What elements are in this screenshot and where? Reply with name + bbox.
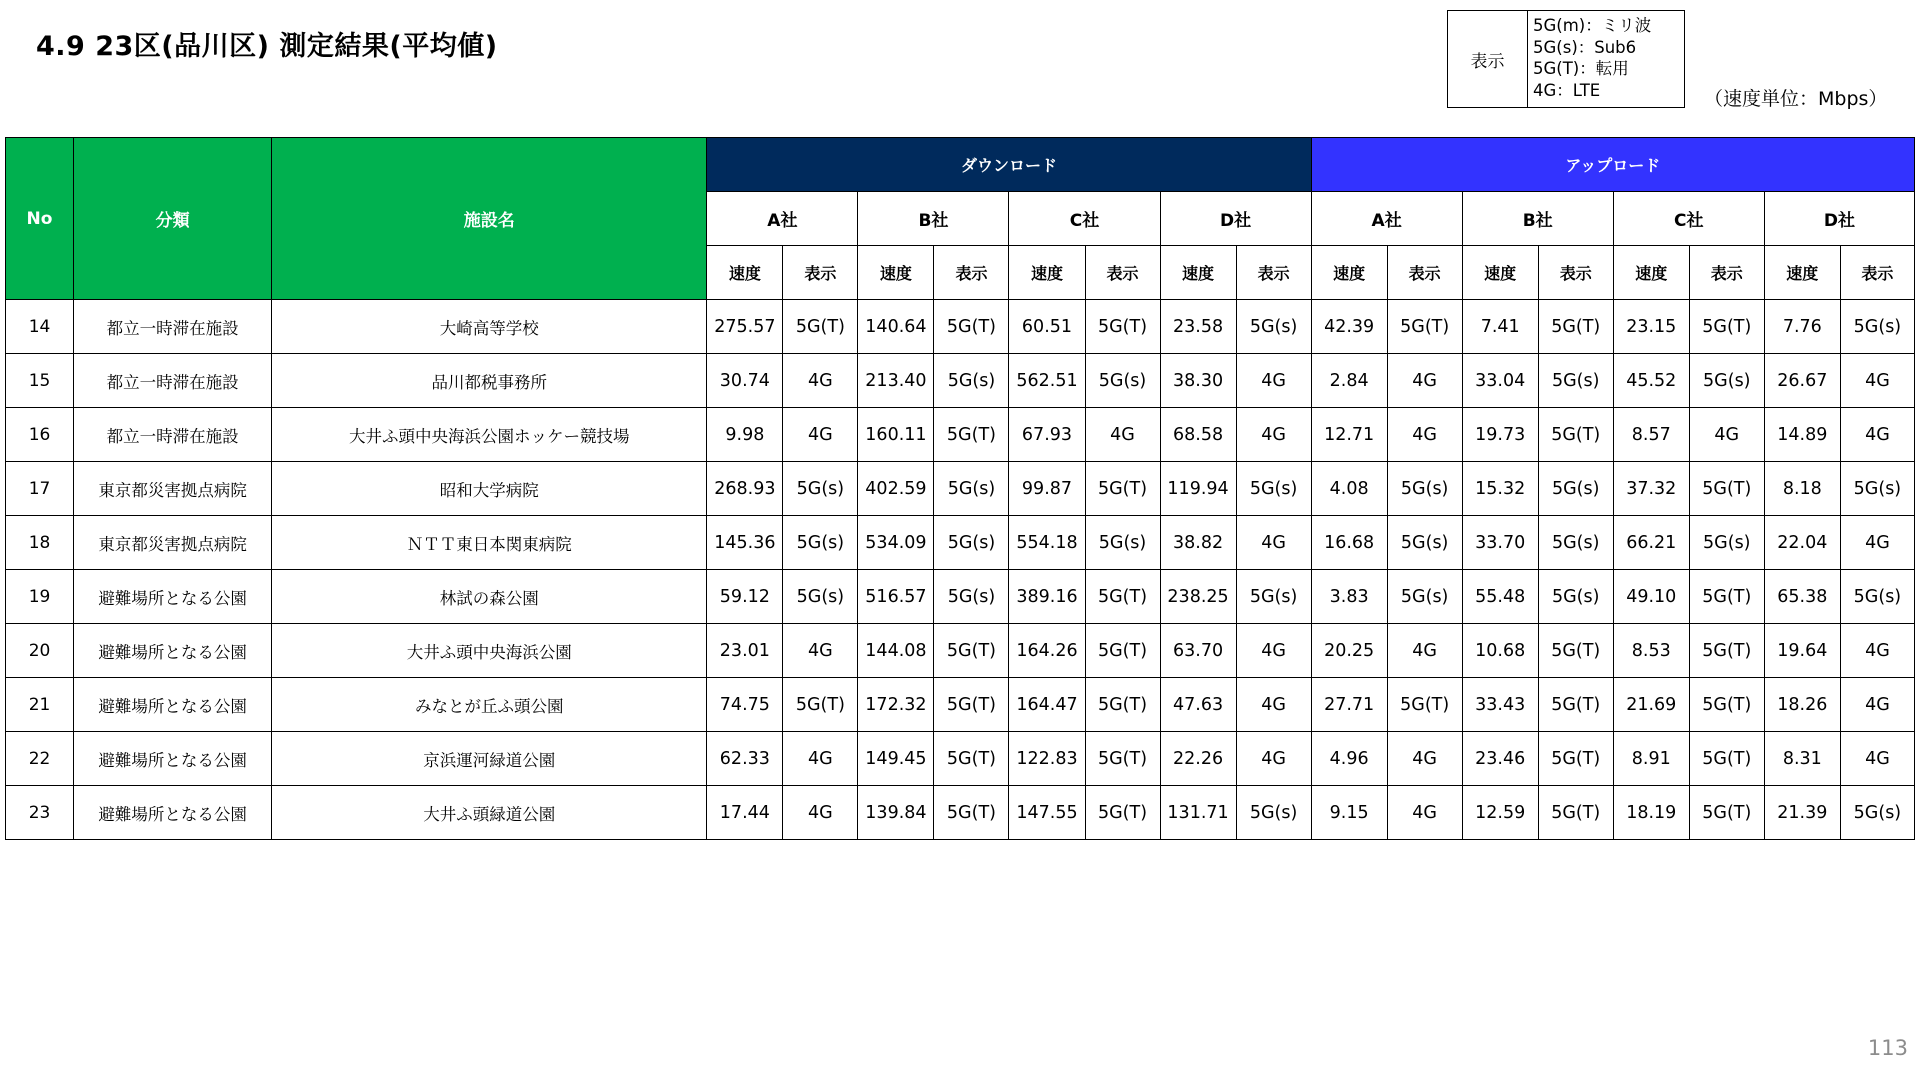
cell-display: 4G	[1840, 732, 1914, 786]
cell-speed: 19.64	[1764, 624, 1840, 678]
cell-speed: 268.93	[707, 462, 783, 516]
cell-speed: 2.84	[1311, 354, 1387, 408]
header-speed: 速度	[858, 246, 934, 300]
cell-display: 5G(s)	[1689, 354, 1764, 408]
cell-speed: 145.36	[707, 516, 783, 570]
cell-display: 4G	[1387, 408, 1462, 462]
cell-display: 4G	[1840, 624, 1914, 678]
cell-display: 5G(T)	[1689, 570, 1764, 624]
cell-category: 東京都災害拠点病院	[74, 516, 272, 570]
cell-facility: 大井ふ頭中央海浜公園	[272, 624, 707, 678]
header-speed: 速度	[1613, 246, 1689, 300]
cell-speed: 164.26	[1009, 624, 1085, 678]
cell-speed: 149.45	[858, 732, 934, 786]
cell-speed: 275.57	[707, 300, 783, 354]
header-upload-company-a: A社	[1311, 192, 1462, 246]
cell-speed: 16.68	[1311, 516, 1387, 570]
header-upload-company-b: B社	[1462, 192, 1613, 246]
legend-items	[1528, 11, 1684, 107]
cell-speed: 131.71	[1160, 786, 1236, 840]
legend-item-sub6: 5G(s)：Sub6	[1533, 37, 1637, 57]
cell-speed: 20.25	[1311, 624, 1387, 678]
cell-facility: 昭和大学病院	[272, 462, 707, 516]
cell-speed: 164.47	[1009, 678, 1085, 732]
cell-speed: 17.44	[707, 786, 783, 840]
cell-display: 5G(T)	[1085, 624, 1160, 678]
cell-speed: 8.91	[1613, 732, 1689, 786]
cell-display: 5G(s)	[1387, 462, 1462, 516]
cell-display: 5G(T)	[934, 624, 1009, 678]
cell-no: 15	[6, 354, 74, 408]
cell-display: 4G	[1236, 516, 1311, 570]
cell-category: 東京都災害拠点病院	[74, 462, 272, 516]
header-display: 表示	[1538, 246, 1613, 300]
cell-display: 5G(T)	[1538, 786, 1613, 840]
cell-speed: 45.52	[1613, 354, 1689, 408]
table-row	[6, 408, 1915, 462]
header-category: 分類	[74, 138, 272, 300]
cell-facility: 大井ふ頭中央海浜公園ホッケー競技場	[272, 408, 707, 462]
cell-display: 5G(T)	[1689, 678, 1764, 732]
cell-speed: 23.46	[1462, 732, 1538, 786]
cell-speed: 534.09	[858, 516, 934, 570]
header-display: 表示	[1840, 246, 1914, 300]
cell-display: 5G(T)	[1538, 624, 1613, 678]
header-speed: 速度	[1160, 246, 1236, 300]
cell-display: 5G(s)	[1840, 570, 1914, 624]
table-row	[6, 732, 1915, 786]
cell-facility: 大井ふ頭緑道公園	[272, 786, 707, 840]
cell-display: 5G(s)	[783, 462, 858, 516]
cell-display: 5G(T)	[1689, 786, 1764, 840]
cell-speed: 22.04	[1764, 516, 1840, 570]
cell-speed: 21.39	[1764, 786, 1840, 840]
cell-no: 17	[6, 462, 74, 516]
cell-display: 4G	[1840, 354, 1914, 408]
cell-speed: 9.98	[707, 408, 783, 462]
table-row	[6, 570, 1915, 624]
cell-speed: 59.12	[707, 570, 783, 624]
cell-display: 5G(T)	[1538, 408, 1613, 462]
speed-unit-note: （速度単位：Mbps）	[1704, 88, 1888, 110]
cell-speed: 213.40	[858, 354, 934, 408]
cell-speed: 33.04	[1462, 354, 1538, 408]
header-speed: 速度	[1462, 246, 1538, 300]
cell-display: 5G(T)	[1689, 300, 1764, 354]
cell-display: 4G	[783, 732, 858, 786]
cell-display: 4G	[1236, 354, 1311, 408]
cell-display: 5G(s)	[783, 570, 858, 624]
cell-speed: 14.89	[1764, 408, 1840, 462]
legend-label: 表示	[1448, 11, 1528, 107]
measurement-table	[5, 137, 1915, 840]
cell-display: 5G(T)	[1538, 678, 1613, 732]
legend-item-lte: 4G：LTE	[1533, 80, 1601, 100]
display-legend	[1447, 10, 1685, 108]
header-download-company-a: A社	[707, 192, 858, 246]
cell-speed: 99.87	[1009, 462, 1085, 516]
cell-speed: 15.32	[1462, 462, 1538, 516]
cell-category: 避難場所となる公園	[74, 786, 272, 840]
cell-speed: 160.11	[858, 408, 934, 462]
cell-facility: 品川都税事務所	[272, 354, 707, 408]
cell-display: 5G(s)	[1840, 300, 1914, 354]
cell-display: 5G(s)	[1387, 570, 1462, 624]
cell-display: 5G(T)	[1085, 678, 1160, 732]
cell-category: 避難場所となる公園	[74, 732, 272, 786]
header-display: 表示	[783, 246, 858, 300]
cell-display: 5G(T)	[1689, 624, 1764, 678]
cell-display: 5G(s)	[1538, 354, 1613, 408]
table-row	[6, 462, 1915, 516]
cell-display: 5G(T)	[1085, 300, 1160, 354]
cell-display: 5G(s)	[934, 354, 1009, 408]
page-number: 113	[1867, 1036, 1908, 1060]
table-row	[6, 786, 1915, 840]
cell-category: 都立一時滞在施設	[74, 408, 272, 462]
cell-display: 5G(T)	[1085, 462, 1160, 516]
cell-category: 避難場所となる公園	[74, 624, 272, 678]
header-no: No	[6, 138, 74, 300]
cell-speed: 10.68	[1462, 624, 1538, 678]
cell-display: 5G(s)	[1236, 462, 1311, 516]
cell-speed: 37.32	[1613, 462, 1689, 516]
cell-no: 19	[6, 570, 74, 624]
cell-display: 4G	[1387, 786, 1462, 840]
cell-facility: 大崎高等学校	[272, 300, 707, 354]
cell-speed: 63.70	[1160, 624, 1236, 678]
cell-facility: ＮＴＴ東日本関東病院	[272, 516, 707, 570]
cell-display: 5G(s)	[783, 516, 858, 570]
table-row	[6, 516, 1915, 570]
cell-speed: 238.25	[1160, 570, 1236, 624]
cell-speed: 8.53	[1613, 624, 1689, 678]
cell-display: 5G(T)	[1085, 786, 1160, 840]
cell-speed: 68.58	[1160, 408, 1236, 462]
cell-speed: 8.18	[1764, 462, 1840, 516]
cell-speed: 23.01	[707, 624, 783, 678]
cell-speed: 33.70	[1462, 516, 1538, 570]
cell-display: 5G(s)	[1840, 462, 1914, 516]
cell-category: 避難場所となる公園	[74, 570, 272, 624]
cell-speed: 562.51	[1009, 354, 1085, 408]
cell-speed: 42.39	[1311, 300, 1387, 354]
cell-no: 14	[6, 300, 74, 354]
cell-speed: 38.30	[1160, 354, 1236, 408]
cell-display: 5G(s)	[934, 570, 1009, 624]
cell-speed: 66.21	[1613, 516, 1689, 570]
cell-speed: 60.51	[1009, 300, 1085, 354]
cell-speed: 8.31	[1764, 732, 1840, 786]
cell-display: 5G(s)	[1689, 516, 1764, 570]
cell-display: 4G	[1840, 678, 1914, 732]
cell-no: 20	[6, 624, 74, 678]
cell-display: 5G(T)	[934, 300, 1009, 354]
cell-display: 5G(s)	[1085, 516, 1160, 570]
cell-speed: 9.15	[1311, 786, 1387, 840]
header-upload-company-d: D社	[1764, 192, 1914, 246]
cell-display: 4G	[1689, 408, 1764, 462]
cell-speed: 4.08	[1311, 462, 1387, 516]
cell-speed: 144.08	[858, 624, 934, 678]
legend-item-converted: 5G(T)：転用	[1533, 59, 1629, 78]
cell-display: 5G(T)	[1689, 732, 1764, 786]
cell-speed: 19.73	[1462, 408, 1538, 462]
cell-speed: 62.33	[707, 732, 783, 786]
cell-display: 5G(T)	[1387, 300, 1462, 354]
cell-speed: 26.67	[1764, 354, 1840, 408]
cell-facility: みなとが丘ふ頭公園	[272, 678, 707, 732]
header-facility: 施設名	[272, 138, 707, 300]
cell-display: 5G(s)	[1236, 570, 1311, 624]
cell-display: 4G	[783, 354, 858, 408]
cell-display: 5G(T)	[1538, 732, 1613, 786]
cell-speed: 55.48	[1462, 570, 1538, 624]
cell-speed: 74.75	[707, 678, 783, 732]
cell-display: 5G(T)	[934, 732, 1009, 786]
cell-display: 4G	[1236, 732, 1311, 786]
cell-display: 5G(T)	[1085, 732, 1160, 786]
cell-display: 5G(s)	[1538, 570, 1613, 624]
cell-speed: 7.76	[1764, 300, 1840, 354]
cell-display: 5G(s)	[1236, 300, 1311, 354]
cell-speed: 516.57	[858, 570, 934, 624]
cell-speed: 49.10	[1613, 570, 1689, 624]
cell-speed: 27.71	[1311, 678, 1387, 732]
cell-speed: 139.84	[858, 786, 934, 840]
cell-display: 4G	[783, 786, 858, 840]
legend-item-mmwave: 5G(m)：ミリ波	[1533, 16, 1652, 35]
cell-speed: 8.57	[1613, 408, 1689, 462]
cell-display: 5G(T)	[934, 408, 1009, 462]
header-display: 表示	[1085, 246, 1160, 300]
cell-speed: 554.18	[1009, 516, 1085, 570]
cell-speed: 38.82	[1160, 516, 1236, 570]
cell-display: 5G(T)	[1387, 678, 1462, 732]
cell-speed: 122.83	[1009, 732, 1085, 786]
header-display: 表示	[1387, 246, 1462, 300]
cell-display: 5G(s)	[1085, 354, 1160, 408]
cell-speed: 140.64	[858, 300, 934, 354]
cell-display: 4G	[1840, 408, 1914, 462]
cell-display: 4G	[1387, 624, 1462, 678]
cell-speed: 389.16	[1009, 570, 1085, 624]
cell-speed: 18.19	[1613, 786, 1689, 840]
cell-speed: 18.26	[1764, 678, 1840, 732]
cell-display: 5G(s)	[1840, 786, 1914, 840]
cell-speed: 4.96	[1311, 732, 1387, 786]
header-display: 表示	[1236, 246, 1311, 300]
header-speed: 速度	[1009, 246, 1085, 300]
header-download-company-d: D社	[1160, 192, 1311, 246]
cell-speed: 147.55	[1009, 786, 1085, 840]
cell-display: 4G	[1236, 678, 1311, 732]
header-speed: 速度	[1764, 246, 1840, 300]
cell-speed: 172.32	[858, 678, 934, 732]
cell-speed: 12.71	[1311, 408, 1387, 462]
cell-display: 4G	[783, 408, 858, 462]
cell-display: 4G	[1085, 408, 1160, 462]
header-display: 表示	[1689, 246, 1764, 300]
cell-speed: 30.74	[707, 354, 783, 408]
cell-display: 4G	[1236, 624, 1311, 678]
cell-no: 23	[6, 786, 74, 840]
table-body	[6, 300, 1915, 840]
header-download-company-b: B社	[858, 192, 1009, 246]
header-download-company-c: C社	[1009, 192, 1160, 246]
cell-display: 5G(s)	[934, 462, 1009, 516]
cell-category: 避難場所となる公園	[74, 678, 272, 732]
cell-speed: 12.59	[1462, 786, 1538, 840]
header-speed: 速度	[707, 246, 783, 300]
cell-display: 5G(T)	[783, 300, 858, 354]
cell-display: 4G	[1387, 732, 1462, 786]
cell-category: 都立一時滞在施設	[74, 354, 272, 408]
header-display: 表示	[934, 246, 1009, 300]
cell-display: 4G	[783, 624, 858, 678]
cell-display: 5G(s)	[934, 516, 1009, 570]
table-row	[6, 624, 1915, 678]
cell-speed: 33.43	[1462, 678, 1538, 732]
cell-speed: 67.93	[1009, 408, 1085, 462]
header-download: ダウンロード	[707, 138, 1311, 192]
cell-no: 22	[6, 732, 74, 786]
cell-no: 18	[6, 516, 74, 570]
cell-display: 4G	[1387, 354, 1462, 408]
cell-speed: 402.59	[858, 462, 934, 516]
cell-display: 5G(s)	[1538, 516, 1613, 570]
cell-speed: 23.58	[1160, 300, 1236, 354]
cell-display: 4G	[1236, 408, 1311, 462]
cell-display: 5G(T)	[934, 678, 1009, 732]
cell-display: 5G(s)	[1236, 786, 1311, 840]
cell-display: 5G(T)	[934, 786, 1009, 840]
cell-display: 5G(T)	[1085, 570, 1160, 624]
table-row	[6, 354, 1915, 408]
table-row	[6, 300, 1915, 354]
cell-speed: 47.63	[1160, 678, 1236, 732]
cell-display: 5G(s)	[1538, 462, 1613, 516]
cell-speed: 22.26	[1160, 732, 1236, 786]
cell-display: 5G(T)	[1538, 300, 1613, 354]
cell-speed: 3.83	[1311, 570, 1387, 624]
cell-display: 4G	[1840, 516, 1914, 570]
cell-display: 5G(T)	[1689, 462, 1764, 516]
cell-display: 5G(s)	[1387, 516, 1462, 570]
cell-facility: 林試の森公園	[272, 570, 707, 624]
cell-facility: 京浜運河緑道公園	[272, 732, 707, 786]
cell-category: 都立一時滞在施設	[74, 300, 272, 354]
cell-no: 16	[6, 408, 74, 462]
table-row	[6, 678, 1915, 732]
cell-no: 21	[6, 678, 74, 732]
page-title: 4.9 23区(品川区) 測定結果(平均値)	[36, 31, 498, 62]
cell-display: 5G(T)	[783, 678, 858, 732]
header-speed: 速度	[1311, 246, 1387, 300]
header-upload-company-c: C社	[1613, 192, 1764, 246]
cell-speed: 21.69	[1613, 678, 1689, 732]
cell-speed: 65.38	[1764, 570, 1840, 624]
cell-speed: 119.94	[1160, 462, 1236, 516]
cell-speed: 23.15	[1613, 300, 1689, 354]
cell-speed: 7.41	[1462, 300, 1538, 354]
header-upload: アップロード	[1311, 138, 1914, 192]
